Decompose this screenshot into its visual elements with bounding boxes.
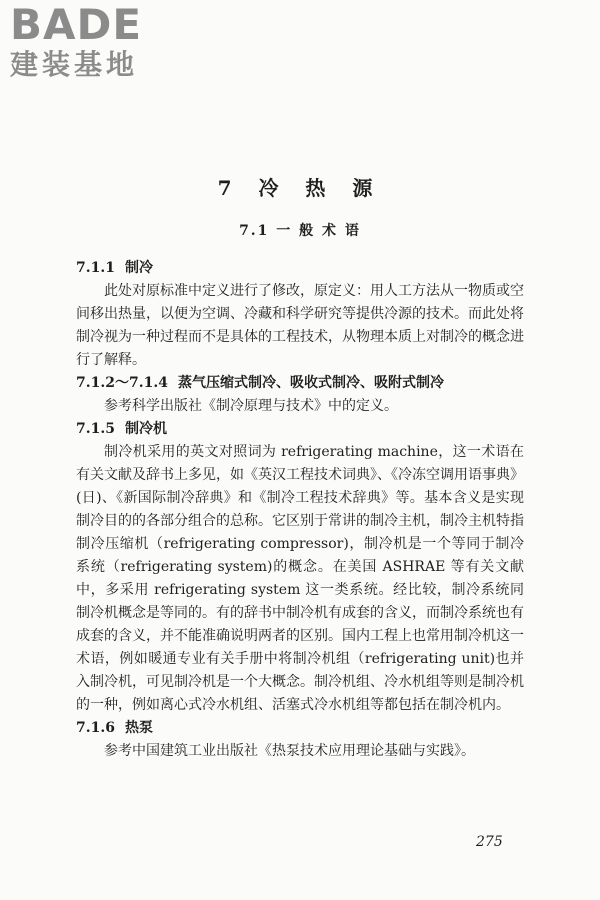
term-entry (76, 418, 524, 717)
site-logo (10, 0, 143, 82)
term-title: 热泵 (124, 720, 153, 736)
term-description: 此处对原标准中定义进行了修改，原定义：用人工方法从一物质或空间移出热量，以便为空调、冷藏和科学研究等提供冷源的技术。而此处将制冷视为一种过程而不是具体的工程技术，从物理本质上对制冷的概念进行了解释。 (76, 283, 524, 368)
term-description: 制冷机采用的英文对照词为 refrigerating machine，这一术语在有关文献及辞书上多见，如《英汉工程技术词典》、《冷冻空调用语事典》(日)、《新国际制冷辞典》和《制冷工程技术辞典》等。基本含义是实现制冷目的的各部分组合的总称。它区别于常讲的制冷主机，制冷主机特指制冷压缩机（refrigerating compressor)，制冷机是一个等同于制冷系统（refrigerating system)的概念。在美国 ASHRAE 等有关文献中，多采用 refrigerating system 这一类系统。经比较，制冷系统同制冷机概念是等同的。有的辞书中制冷机有成套的含义，而制冷系统也有成套的含义，并不能准确说明两者的区别。国内工程上也常用制冷机这一术语，例如暖通专业有关手册中将制冷机组（refrigerating unit)也并入制冷机，可见制冷机是一个大概念。制冷机组、冷水机组等则是制冷机的一种，例如离心式冷水机组、活塞式冷水机组等都包括在制冷机内。 (76, 444, 524, 713)
term-heading (76, 418, 524, 441)
term-number: 7.1.5 (76, 421, 115, 437)
term-number: 7.1.1 (76, 260, 115, 276)
section-title: 7.1 一 般 术 语 (239, 223, 361, 239)
document-body (76, 257, 524, 763)
term-number: 7.1.6 (76, 720, 115, 736)
page-number: 275 (476, 834, 503, 850)
term-heading (76, 717, 524, 740)
term-entry (76, 372, 524, 418)
term-heading (76, 257, 524, 280)
term-title: 蒸气压缩式制冷、吸收式制冷、吸附式制冷 (177, 375, 444, 391)
term-number: 7.1.2～7.1.4 (76, 375, 168, 391)
term-entry (76, 717, 524, 763)
term-description: 参考科学出版社《制冷原理与技术》中的定义。 (104, 398, 398, 414)
term-title: 制冷机 (124, 421, 167, 437)
term-description: 参考中国建筑工业出版社《热泵技术应用理论基础与实践》。 (104, 743, 475, 759)
logo-wordmark: BADE (10, 0, 143, 49)
logo-subtitle: 建装基地 (10, 48, 139, 81)
chapter-title: 7 冷 热 源 (217, 176, 383, 200)
term-title: 制冷 (124, 260, 153, 276)
term-heading (76, 372, 524, 395)
term-entry (76, 257, 524, 372)
